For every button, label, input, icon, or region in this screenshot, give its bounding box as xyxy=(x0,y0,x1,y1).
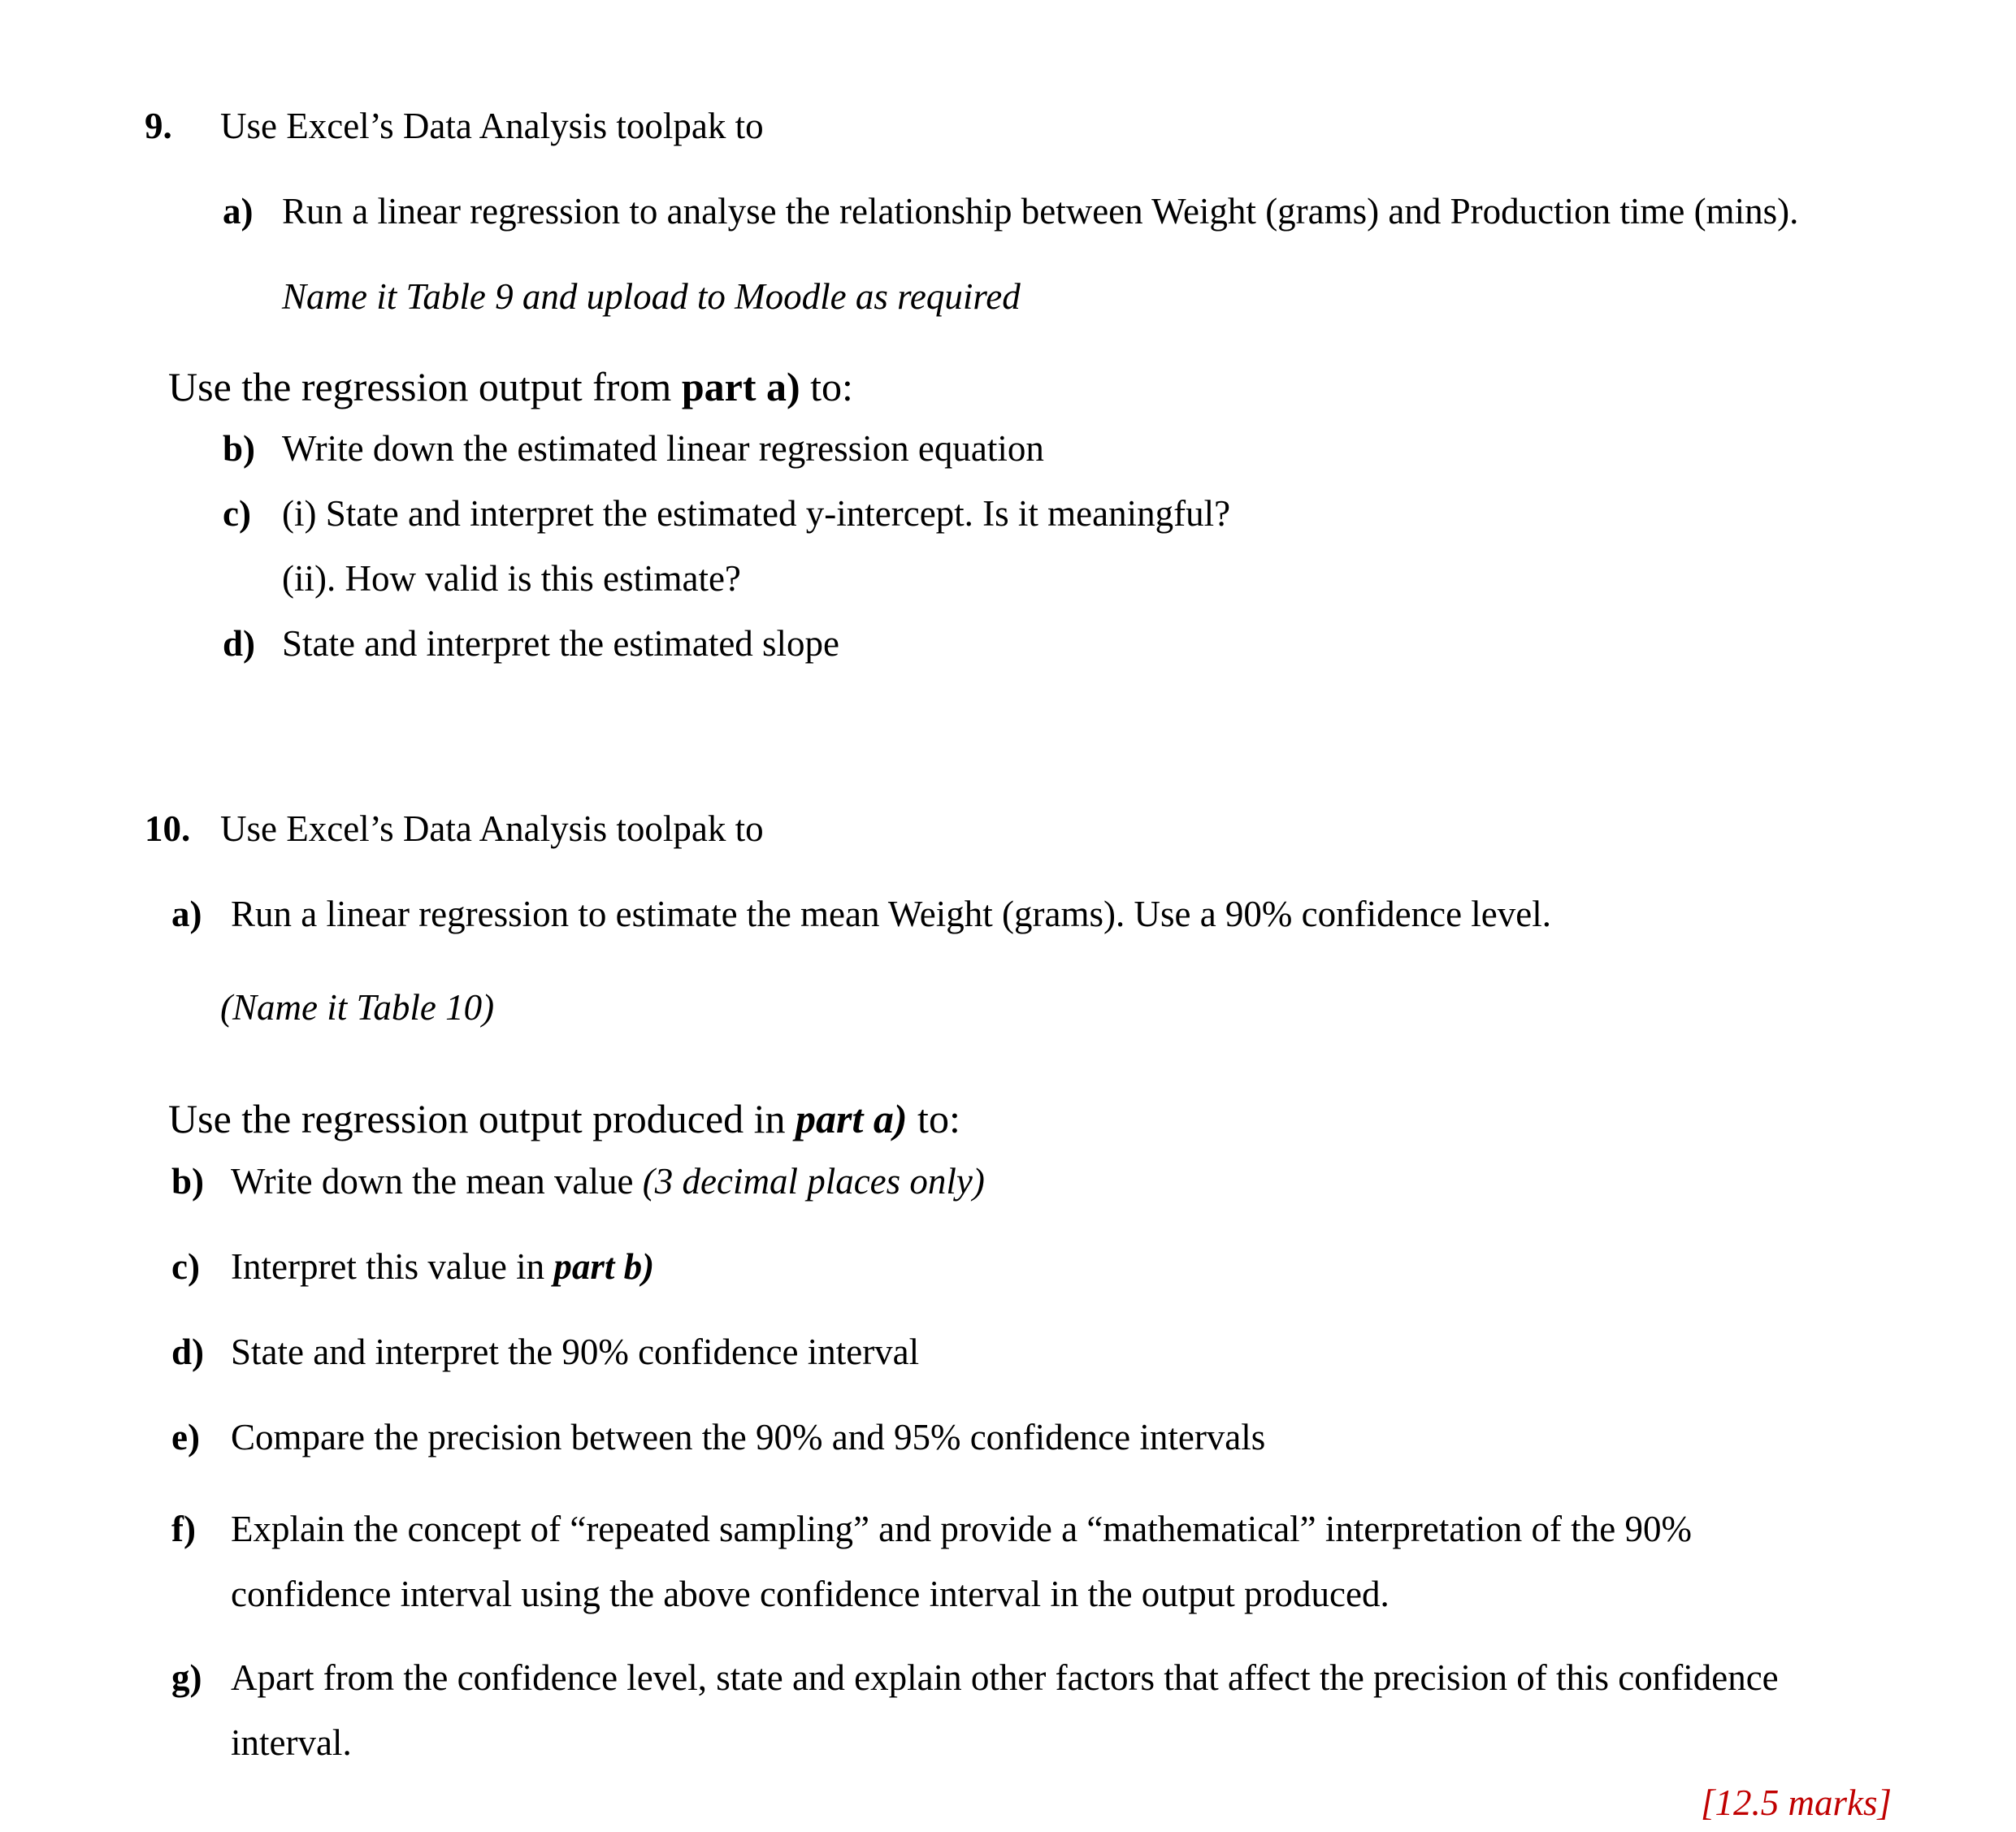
part-text: Compare the precision between the 90% and 95% confidence intervals xyxy=(231,1417,1266,1457)
part-label: d) xyxy=(223,623,256,664)
part-text: (i) State and interpret the estimated y-intercept. Is it meaningful? xyxy=(282,493,1231,534)
question-intro: Use Excel’s Data Analysis toolpak to xyxy=(220,106,764,146)
question-number: 9. xyxy=(145,106,172,146)
part-subtext: (ii). How valid is this estimate? xyxy=(282,558,741,599)
part-label: e) xyxy=(171,1417,200,1457)
part-label: b) xyxy=(223,428,256,469)
part-label: d) xyxy=(171,1332,205,1372)
part-text: Explain the concept of “repeated sampling” and provide a “mathematical” interpretation of the 90% xyxy=(231,1509,1693,1549)
part-label: c) xyxy=(223,493,251,534)
instruction-line: Use the regression output from part a) to: xyxy=(168,364,853,409)
part-note: (Name it Table 10) xyxy=(220,987,495,1028)
marks-label: [12.5 marks] xyxy=(1700,1782,1892,1823)
question-intro: Use Excel’s Data Analysis toolpak to xyxy=(220,808,764,849)
part-text: Run a linear regression to analyse the relationship between Weight (grams) and Production time (mins). xyxy=(282,191,1799,232)
part-label: c) xyxy=(171,1246,200,1287)
part-note: Name it Table 9 and upload to Moodle as required xyxy=(282,276,1021,317)
part-text: State and interpret the 90% confidence interval xyxy=(231,1332,920,1372)
part-label: a) xyxy=(223,191,254,232)
part-label: b) xyxy=(171,1161,205,1202)
instruction-line: Use the regression output produced in part a) to: xyxy=(168,1096,960,1141)
part-text: Run a linear regression to estimate the mean Weight (grams). Use a 90% confidence level. xyxy=(231,894,1551,934)
part-label: a) xyxy=(171,894,202,934)
part-text-continued: interval. xyxy=(231,1722,352,1763)
part-label: g) xyxy=(171,1657,202,1698)
part-text: Write down the mean value (3 decimal places only) xyxy=(231,1161,985,1202)
part-text: Interpret this value in part b) xyxy=(231,1246,655,1287)
question-number: 10. xyxy=(145,808,191,849)
part-text-continued: confidence interval using the above confidence interval in the output produced. xyxy=(231,1574,1390,1614)
part-text: Apart from the confidence level, state and explain other factors that affect the precision of this confidence xyxy=(231,1657,1779,1698)
part-label: f) xyxy=(171,1509,196,1549)
part-text: Write down the estimated linear regression equation xyxy=(282,428,1044,469)
part-text: State and interpret the estimated slope xyxy=(282,623,840,664)
